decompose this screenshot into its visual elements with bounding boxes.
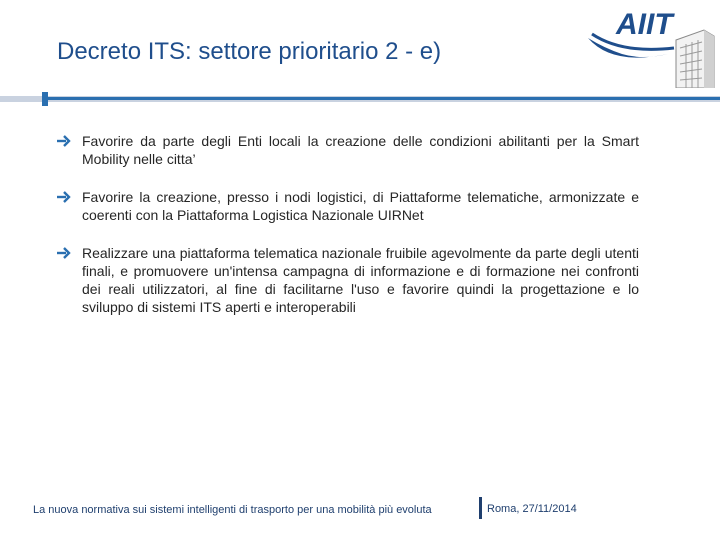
bullet-item — [55, 132, 639, 168]
footer-divider — [479, 497, 482, 519]
bullet-text: Favorire la creazione, presso i nodi logistici, di Piattaforme telematiche, armonizzate e coerenti con la Piattaforma Logistica Nazionale UIRNet — [82, 189, 639, 223]
bullet-item — [55, 188, 639, 224]
arrow-right-icon — [55, 188, 73, 206]
bullet-text: Favorire da parte degli Enti locali la creazione delle condizioni abilitanti per la Smart Mobility nelle citta’ — [82, 133, 639, 167]
footer-date: Roma, 27/11/2014 — [487, 503, 577, 515]
arrow-right-icon — [55, 132, 73, 150]
footer-caption: La nuova normativa sui sistemi intelligenti di trasporto per una mobilità più evoluta — [33, 504, 432, 516]
header-rule-accent — [42, 92, 48, 106]
header-rule-line — [48, 97, 720, 100]
bullet-text: Realizzare una piattaforma telematica nazionale fruibile agevolmente da parte degli utenti finali, e promuovere un'intensa campagna di informazione e di formazione nei confronti dei reali utilizzatori, al fine di facilitarne l'uso e favorire quindi la progettazione e lo sviluppo di sistemi ITS aperti e interoperabili — [82, 245, 639, 315]
aiit-logo-graphic — [582, 4, 718, 88]
arrow-right-icon — [55, 244, 73, 262]
slide-title: Decreto ITS: settore prioritario 2 - e) — [57, 38, 442, 65]
bullet-item — [55, 244, 639, 316]
building-icon — [676, 30, 714, 88]
svg-text:AIIT: AIIT — [616, 8, 673, 41]
aiit-logo — [582, 4, 718, 88]
bullet-list — [55, 132, 639, 336]
